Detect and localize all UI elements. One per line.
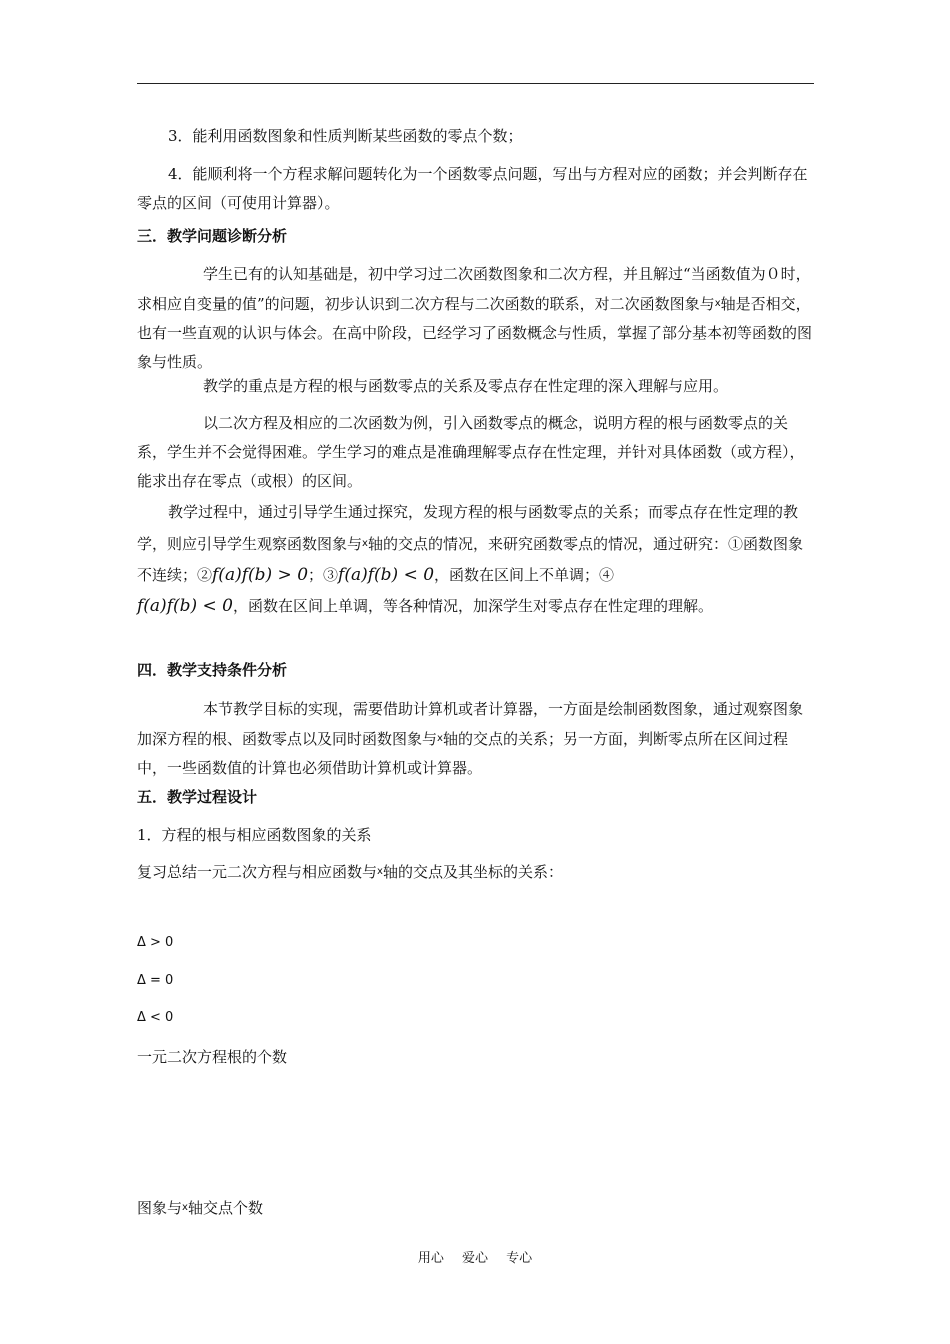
- diagnosis-paragraph-2: 教学的重点是方程的根与函数零点的关系及零点存在性定理的深入理解与应用。: [203, 377, 729, 395]
- delta-zero: Δ = 0: [137, 973, 174, 988]
- objective-4: 4．能顺利将一个方程求解问题转化为一个函数零点问题，写出与方程对应的函数；并会判断存在零点的区间（可使用计算器）。: [137, 165, 808, 212]
- formula-3: f(a)f(b) < 0: [137, 596, 233, 616]
- diagnosis-paragraph-3: 以二次方程及相应的二次函数为例，引入函数零点的概念，说明方程的根与函数零点的关系，学生并不会觉得困难。学生学习的难点是准确理解零点存在性定理，并针对具体函数（或方程），能求出存在零点（或根）的区间。: [137, 414, 805, 490]
- diagnosis-paragraph-4: 教学过程中，通过引导学生通过探究，发现方程的根与函数零点的关系；而零点存在性定理的教学，则应引导学生观察函数图象与$^x$轴的交点的情况，来研究函数零点的情况，通过研究：①函数图象不连续；②f(a)f(b) > 0；③f(a)f(b) < 0，函数在区间上不单调；④ f(a)f(b) < 0，函数在区间上单调，等各种情况，加深学生对零点存在性定理的理解。: [137, 503, 803, 616]
- footer-word-1: 用心: [417, 1251, 444, 1266]
- intersection-count-label: 图象与$^x$轴交点个数: [137, 1199, 263, 1217]
- subsection-1: 1．方程的根与相应函数图象的关系: [137, 826, 372, 844]
- diagnosis-paragraph-1: 学生已有的认知基础是，初中学习过二次函数图象和二次方程，并且解过“当函数值为０时，求相应自变量的值”的问题，初步认识到二次方程与二次函数的联系，对二次函数图象与$^x$轴是否相交，也有一些直观的认识与体会。在高中阶段，已经学习了函数概念与性质，掌握了部分基本初等函数的图象与性质。: [137, 265, 813, 371]
- footer-word-3: 专心: [506, 1251, 533, 1266]
- objective-3: 3．能利用函数图象和性质判断某些函数的零点个数；: [168, 127, 523, 145]
- delta-negative: Δ < 0: [137, 1010, 174, 1025]
- review-line: 复习总结一元二次方程与相应函数与$^x$轴的交点及其坐标的关系：: [137, 863, 563, 881]
- footer-word-2: 爱心: [461, 1251, 488, 1266]
- page-footer: [0, 1247, 950, 1266]
- delta-positive: Δ > 0: [137, 935, 174, 950]
- header-rule: [137, 83, 814, 84]
- formula-1: f(a)f(b) > 0: [212, 565, 309, 585]
- support-paragraph: 本节教学目标的实现，需要借助计算机或者计算器，一方面是绘制函数图象，通过观察图象加深方程的根、函数零点以及同时函数图象与$^x$轴的交点的关系；另一方面，判断零点所在区间过程中，一些函数值的计算也必须借助计算机或计算器。: [137, 700, 804, 777]
- section-5-heading: 五．教学过程设计: [137, 788, 258, 806]
- root-count-label: 一元二次方程根的个数: [137, 1048, 288, 1066]
- section-4-heading: 四．教学支持条件分析: [137, 661, 288, 679]
- section-3-heading: 三．教学问题诊断分析: [137, 227, 288, 245]
- formula-2: f(a)f(b) < 0: [338, 565, 435, 585]
